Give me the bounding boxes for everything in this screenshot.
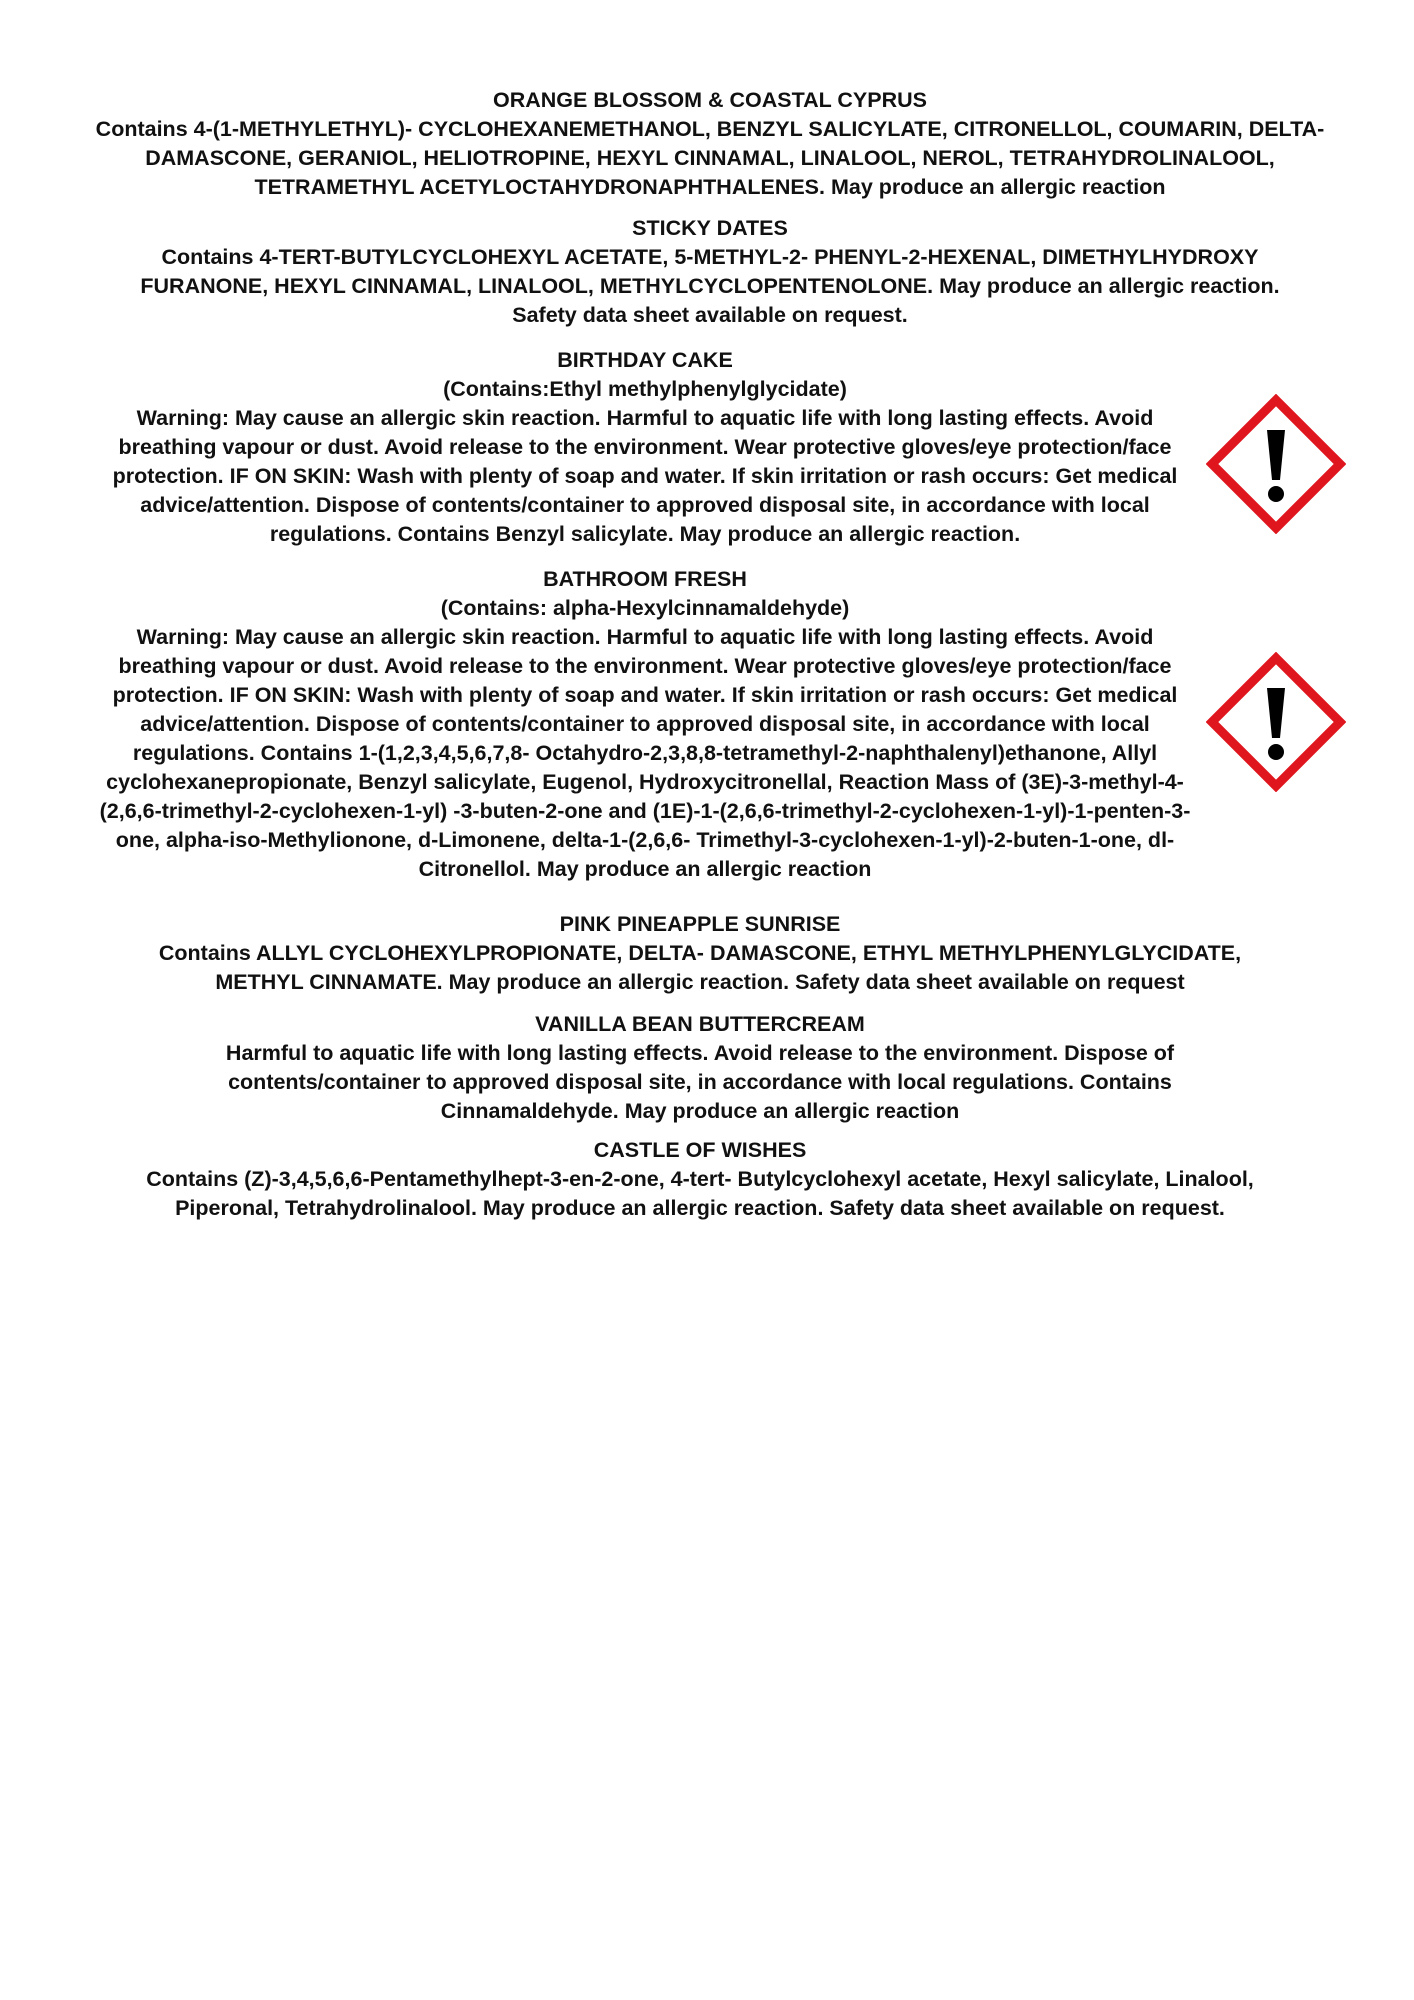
section-orange-blossom (90, 86, 1330, 202)
section-body: Harmful to aquatic life with long lasting effects. Avoid release to the environment. Dispose of contents/container to approved disposal site, in accordance with local regulations. Contains Cinnamaldehyde. May produce an allergic reaction (225, 1041, 1175, 1123)
section-body: Contains ALLYL CYCLOHEXYLPROPIONATE, DELTA- DAMASCONE, ETHYL METHYLPHENYLGLYCIDATE, METHYL CINNAMATE. May produce an allergic reaction. Safety data sheet available on request (158, 941, 1242, 994)
section-birthday-cake (90, 346, 1200, 549)
section-subtitle: (Contains:Ethyl methylphenylglycidate) (443, 377, 847, 401)
section-title: BIRTHDAY CAKE (557, 348, 733, 372)
exclamation-hazard-icon (1206, 394, 1346, 534)
section-sticky-dates (140, 214, 1280, 330)
section-bathroom-fresh (90, 565, 1200, 884)
section-title: STICKY DATES (632, 216, 788, 240)
section-body: Warning: May cause an allergic skin reaction. Harmful to aquatic life with long lasting effects. Avoid breathing vapour or dust. Avoid release to the environment. Wear protective gloves/eye protection/face protection. IF ON SKIN: Wash with plenty of soap and water. If skin irritation or rash occurs: Get medical advice/attention. Dispose of contents/container to approved disposal site, in accordance with local regulations. Contains Benzyl salicylate. May produce an allergic reaction. (112, 406, 1178, 546)
section-title: BATHROOM FRESH (543, 567, 747, 591)
section-body: Contains (Z)-3,4,5,6,6-Pentamethylhept-3-en-2-one, 4-tert- Butylcyclohexyl acetate, Hexyl salicylate, Linalool, Piperonal, Tetrahydrolinalool. May produce an allergic reaction. Safety data sheet available on request. (146, 1167, 1254, 1220)
section-title: CASTLE OF WISHES (593, 1138, 807, 1162)
section-castle-of-wishes (140, 1136, 1260, 1223)
section-body: Contains 4-TERT-BUTYLCYCLOHEXYL ACETATE, 5-METHYL-2- PHENYL-2-HEXENAL, DIMETHYLHYDROXY FURANONE, HEXYL CINNAMAL, LINALOOL, METHYLCYCLOPENTENOLONE. May produce an allergic reaction. Safety data sheet available on request. (140, 245, 1280, 327)
section-vanilla-bean (180, 1010, 1220, 1126)
section-title: ORANGE BLOSSOM & COASTAL CYPRUS (492, 88, 927, 112)
section-subtitle: (Contains: alpha-Hexylcinnamaldehyde) (440, 596, 850, 620)
section-body: Warning: May cause an allergic skin reaction. Harmful to aquatic life with long lasting effects. Avoid breathing vapour or dust. Avoid release to the environment. Wear protective gloves/eye protection/face protection. IF ON SKIN: Wash with plenty of soap and water. If skin irritation or rash occurs: Get medical advice/attention. Dispose of contents/container to approved disposal site, in accordance with local regulations. Contains 1-(1,2,3,4,5,6,7,8- Octahydro-2,3,8,8-tetramethyl-2-naphthalenyl)ethanone, Allyl cyclohexanepropionate, Benzyl salicylate, Eugenol, Hydroxycitronellal, Reaction Mass of (3E)-3-methyl-4-(2,6,6-trimethyl-2-cyclohexen-1-yl) -3-buten-2-one and (1E)-1-(2,6,6-trimethyl-2-cyclohexen-1-yl)-1-penten-3-one, alpha-iso-Methylionone, d-Limonene, delta-1-(2,6,6- Trimethyl-3-cyclohexen-1-yl)-2-buten-1-one, dl-Citronellol. May produce an allergic reaction (99, 625, 1191, 881)
section-pink-pineapple (140, 910, 1260, 997)
exclamation-hazard-icon (1206, 652, 1346, 792)
section-title: PINK PINEAPPLE SUNRISE (559, 912, 841, 936)
section-body: Contains 4-(1-METHYLETHYL)- CYCLOHEXANEMETHANOL, BENZYL SALICYLATE, CITRONELLOL, COUMARIN, DELTA-DAMASCONE, GERANIOL, HELIOTROPINE, HEXYL CINNAMAL, LINALOOL, NEROL, TETRAHYDROLINALOOL, TETRAMETHYL ACETYLOCTAHYDRONAPHTHALENES. May produce an allergic reaction (95, 117, 1325, 199)
section-title: VANILLA BEAN BUTTERCREAM (535, 1012, 865, 1036)
